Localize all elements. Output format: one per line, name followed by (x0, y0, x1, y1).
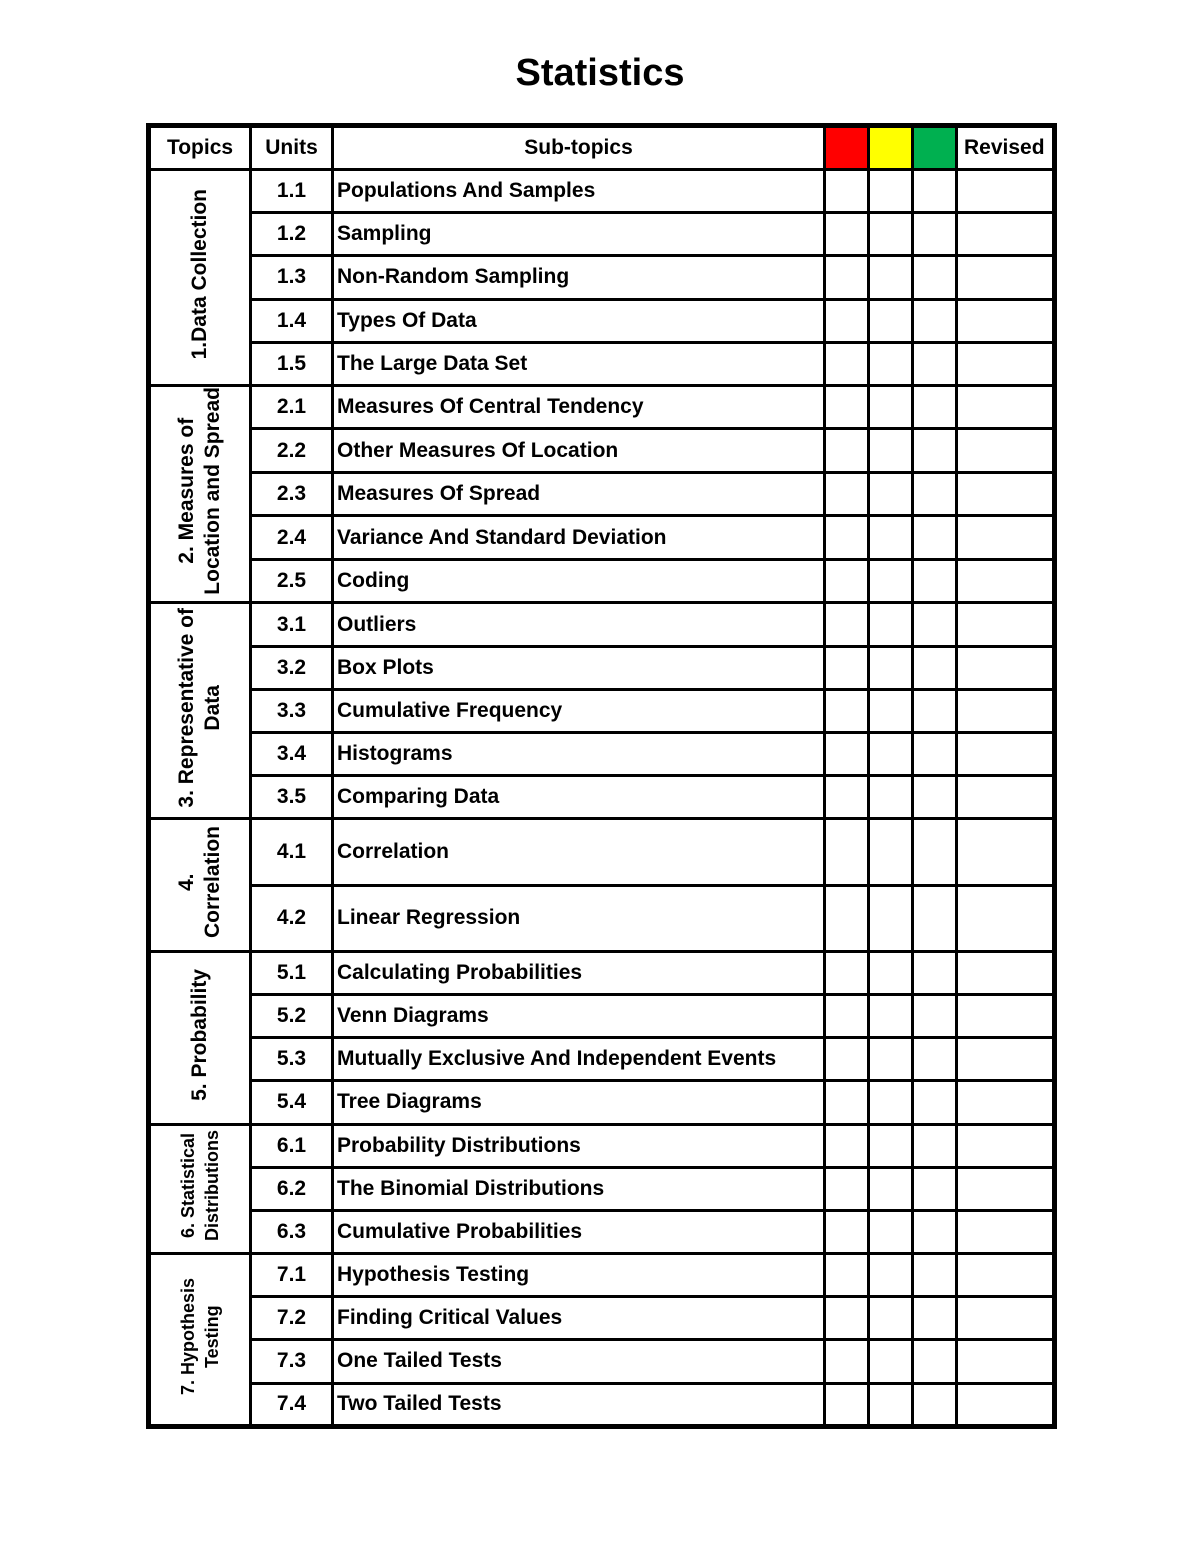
amber-checkbox[interactable] (869, 1297, 913, 1340)
table-row (149, 1038, 1055, 1081)
red-checkbox[interactable] (825, 1383, 869, 1426)
table-row (149, 1383, 1055, 1426)
amber-checkbox[interactable] (869, 732, 913, 775)
subtopic-name: The Binomial Distributions (333, 1167, 825, 1210)
unit-number: 2.1 (251, 385, 333, 429)
table-row (149, 170, 1055, 213)
red-checkbox[interactable] (825, 1167, 869, 1210)
red-checkbox[interactable] (825, 689, 869, 732)
unit-number: 1.4 (251, 299, 333, 342)
table-row (149, 299, 1055, 342)
revised-header: Revised (957, 126, 1055, 170)
unit-number: 6.1 (251, 1124, 333, 1167)
revised-checkbox[interactable] (957, 951, 1055, 994)
table-row (149, 385, 1055, 429)
unit-number: 3.3 (251, 689, 333, 732)
revised-checkbox[interactable] (957, 256, 1055, 299)
amber-checkbox[interactable] (869, 1383, 913, 1426)
amber-checkbox[interactable] (869, 885, 913, 951)
unit-number: 7.4 (251, 1383, 333, 1426)
amber-checkbox[interactable] (869, 213, 913, 256)
amber-checkbox[interactable] (869, 342, 913, 385)
table-row (149, 732, 1055, 775)
revised-checkbox[interactable] (957, 1210, 1055, 1253)
amber-checkbox[interactable] (869, 646, 913, 689)
unit-number: 7.3 (251, 1340, 333, 1383)
revised-checkbox[interactable] (957, 559, 1055, 603)
subtopic-name: Linear Regression (333, 885, 825, 951)
table-row (149, 819, 1055, 885)
subtopic-name: Box Plots (333, 646, 825, 689)
subtopics-header: Sub-topics (333, 126, 825, 170)
table-row (149, 994, 1055, 1037)
green-checkbox[interactable] (913, 472, 957, 516)
amber-checkbox[interactable] (869, 951, 913, 994)
green-checkbox[interactable] (913, 689, 957, 732)
red-checkbox[interactable] (825, 603, 869, 646)
subtopic-name: Mutually Exclusive And Independent Events (333, 1038, 825, 1081)
unit-number: 5.4 (251, 1081, 333, 1124)
topic-cell (149, 385, 251, 603)
subtopic-name: Types Of Data (333, 299, 825, 342)
table-row (149, 256, 1055, 299)
topic-cell (149, 819, 251, 952)
subtopic-name: Cumulative Frequency (333, 689, 825, 732)
subtopic-name: Sampling (333, 213, 825, 256)
topic-cell (149, 951, 251, 1124)
revised-checkbox[interactable] (957, 1340, 1055, 1383)
subtopic-name: Variance And Standard Deviation (333, 516, 825, 560)
green-checkbox[interactable] (913, 603, 957, 646)
amber-checkbox[interactable] (869, 559, 913, 603)
amber-swatch (869, 126, 913, 170)
green-checkbox[interactable] (913, 951, 957, 994)
red-checkbox[interactable] (825, 385, 869, 429)
table-row (149, 1340, 1055, 1383)
topic-label: 5. Probability (188, 968, 211, 1101)
topic-label: 2. Measures of Location and Spread (175, 387, 224, 595)
table-row (149, 646, 1055, 689)
subtopic-name: One Tailed Tests (333, 1340, 825, 1383)
green-checkbox[interactable] (913, 732, 957, 775)
red-checkbox[interactable] (825, 646, 869, 689)
revised-checkbox[interactable] (957, 776, 1055, 819)
unit-number: 3.1 (251, 603, 333, 646)
topic-label: 6. Statistical Distributions (178, 1130, 222, 1242)
unit-number: 5.1 (251, 951, 333, 994)
topic-label: 3. Representative of Data (175, 608, 224, 808)
table-row (149, 1297, 1055, 1340)
green-checkbox[interactable] (913, 819, 957, 885)
revised-checkbox[interactable] (957, 689, 1055, 732)
page-title: Statistics (515, 52, 685, 94)
table-row (149, 776, 1055, 819)
subtopic-name: Venn Diagrams (333, 994, 825, 1037)
table-row (149, 472, 1055, 516)
green-checkbox[interactable] (913, 1081, 957, 1124)
unit-number: 4.1 (251, 819, 333, 885)
amber-checkbox[interactable] (869, 429, 913, 473)
subtopic-name: Histograms (333, 732, 825, 775)
topic-cell (149, 603, 251, 819)
unit-number: 2.2 (251, 429, 333, 473)
red-checkbox[interactable] (825, 819, 869, 885)
red-checkbox[interactable] (825, 776, 869, 819)
header-row (149, 126, 1055, 170)
subtopic-name: Finding Critical Values (333, 1297, 825, 1340)
red-checkbox[interactable] (825, 1254, 869, 1297)
unit-number: 2.5 (251, 559, 333, 603)
topic-cell (149, 1254, 251, 1427)
red-checkbox[interactable] (825, 885, 869, 951)
green-checkbox[interactable] (913, 1340, 957, 1383)
amber-checkbox[interactable] (869, 170, 913, 213)
red-checkbox[interactable] (825, 1297, 869, 1340)
subtopic-name: Tree Diagrams (333, 1081, 825, 1124)
green-checkbox[interactable] (913, 1124, 957, 1167)
revised-checkbox[interactable] (957, 213, 1055, 256)
green-checkbox[interactable] (913, 646, 957, 689)
revised-checkbox[interactable] (957, 819, 1055, 885)
amber-checkbox[interactable] (869, 994, 913, 1037)
amber-checkbox[interactable] (869, 1210, 913, 1253)
table-row (149, 689, 1055, 732)
revised-checkbox[interactable] (957, 1383, 1055, 1426)
subtopic-name: Populations And Samples (333, 170, 825, 213)
subtopic-name: Coding (333, 559, 825, 603)
amber-checkbox[interactable] (869, 1340, 913, 1383)
unit-number: 3.5 (251, 776, 333, 819)
red-checkbox[interactable] (825, 170, 869, 213)
red-checkbox[interactable] (825, 299, 869, 342)
green-checkbox[interactable] (913, 213, 957, 256)
amber-checkbox[interactable] (869, 472, 913, 516)
unit-number: 4.2 (251, 885, 333, 951)
green-checkbox[interactable] (913, 1254, 957, 1297)
amber-checkbox[interactable] (869, 603, 913, 646)
revised-checkbox[interactable] (957, 1167, 1055, 1210)
amber-checkbox[interactable] (869, 776, 913, 819)
subtopic-name: Other Measures Of Location (333, 429, 825, 473)
topic-label: 4. Correlation (175, 826, 224, 939)
amber-checkbox[interactable] (869, 819, 913, 885)
revised-checkbox[interactable] (957, 994, 1055, 1037)
topics-header: Topics (149, 126, 251, 170)
revised-checkbox[interactable] (957, 732, 1055, 775)
green-checkbox[interactable] (913, 299, 957, 342)
subtopic-name: Correlation (333, 819, 825, 885)
amber-checkbox[interactable] (869, 1254, 913, 1297)
revised-checkbox[interactable] (957, 885, 1055, 951)
amber-checkbox[interactable] (869, 1167, 913, 1210)
amber-checkbox[interactable] (869, 256, 913, 299)
red-checkbox[interactable] (825, 732, 869, 775)
unit-number: 3.2 (251, 646, 333, 689)
table-row (149, 213, 1055, 256)
revised-checkbox[interactable] (957, 1254, 1055, 1297)
topic-label: 7. Hypothesis Testing (178, 1277, 222, 1396)
revised-checkbox[interactable] (957, 342, 1055, 385)
revised-checkbox[interactable] (957, 385, 1055, 429)
unit-number: 5.2 (251, 994, 333, 1037)
revised-checkbox[interactable] (957, 299, 1055, 342)
subtopic-name: Non-Random Sampling (333, 256, 825, 299)
red-checkbox[interactable] (825, 951, 869, 994)
table-row (149, 951, 1055, 994)
revised-checkbox[interactable] (957, 472, 1055, 516)
table-row (149, 559, 1055, 603)
subtopic-name: Two Tailed Tests (333, 1383, 825, 1426)
topic-cell (149, 1124, 251, 1254)
unit-number: 1.5 (251, 342, 333, 385)
revised-checkbox[interactable] (957, 429, 1055, 473)
green-checkbox[interactable] (913, 1210, 957, 1253)
unit-number: 6.2 (251, 1167, 333, 1210)
green-checkbox[interactable] (913, 776, 957, 819)
topic-cell (149, 170, 251, 386)
subtopic-name: Probability Distributions (333, 1124, 825, 1167)
red-checkbox[interactable] (825, 1081, 869, 1124)
table-row (149, 516, 1055, 560)
subtopic-name: Cumulative Probabilities (333, 1210, 825, 1253)
red-checkbox[interactable] (825, 256, 869, 299)
green-swatch (913, 126, 957, 170)
amber-checkbox[interactable] (869, 1081, 913, 1124)
revised-checkbox[interactable] (957, 1081, 1055, 1124)
red-checkbox[interactable] (825, 1038, 869, 1081)
unit-number: 3.4 (251, 732, 333, 775)
revised-checkbox[interactable] (957, 516, 1055, 560)
subtopic-name: Measures Of Spread (333, 472, 825, 516)
table-row (149, 429, 1055, 473)
green-checkbox[interactable] (913, 1038, 957, 1081)
red-checkbox[interactable] (825, 559, 869, 603)
amber-checkbox[interactable] (869, 385, 913, 429)
table-row (149, 1167, 1055, 1210)
green-checkbox[interactable] (913, 1167, 957, 1210)
unit-number: 2.3 (251, 472, 333, 516)
table-row (149, 1210, 1055, 1253)
subtopic-name: Hypothesis Testing (333, 1254, 825, 1297)
green-checkbox[interactable] (913, 994, 957, 1037)
red-checkbox[interactable] (825, 342, 869, 385)
revised-checkbox[interactable] (957, 170, 1055, 213)
red-checkbox[interactable] (825, 994, 869, 1037)
subtopic-name: Comparing Data (333, 776, 825, 819)
revised-checkbox[interactable] (957, 1124, 1055, 1167)
red-checkbox[interactable] (825, 472, 869, 516)
green-checkbox[interactable] (913, 1383, 957, 1426)
table-row (149, 603, 1055, 646)
unit-number: 2.4 (251, 516, 333, 560)
unit-number: 5.3 (251, 1038, 333, 1081)
topic-label: 1.Data Collection (188, 189, 211, 360)
green-checkbox[interactable] (913, 170, 957, 213)
amber-checkbox[interactable] (869, 689, 913, 732)
red-checkbox[interactable] (825, 1210, 869, 1253)
subtopic-name: Calculating Probabilities (333, 951, 825, 994)
subtopic-name: The Large Data Set (333, 342, 825, 385)
amber-checkbox[interactable] (869, 1038, 913, 1081)
green-checkbox[interactable] (913, 516, 957, 560)
revision-tracker-table (146, 123, 1057, 1429)
green-checkbox[interactable] (913, 1297, 957, 1340)
red-checkbox[interactable] (825, 516, 869, 560)
green-checkbox[interactable] (913, 385, 957, 429)
red-checkbox[interactable] (825, 429, 869, 473)
red-swatch (825, 126, 869, 170)
revised-checkbox[interactable] (957, 646, 1055, 689)
red-checkbox[interactable] (825, 213, 869, 256)
green-checkbox[interactable] (913, 256, 957, 299)
revised-checkbox[interactable] (957, 1297, 1055, 1340)
unit-number: 1.3 (251, 256, 333, 299)
table-row (149, 1081, 1055, 1124)
subtopic-name: Measures Of Central Tendency (333, 385, 825, 429)
subtopic-name: Outliers (333, 603, 825, 646)
table-row (149, 1124, 1055, 1167)
green-checkbox[interactable] (913, 559, 957, 603)
unit-number: 1.1 (251, 170, 333, 213)
unit-number: 7.1 (251, 1254, 333, 1297)
red-checkbox[interactable] (825, 1340, 869, 1383)
amber-checkbox[interactable] (869, 299, 913, 342)
table-row (149, 1254, 1055, 1297)
unit-number: 6.3 (251, 1210, 333, 1253)
revised-checkbox[interactable] (957, 603, 1055, 646)
revised-checkbox[interactable] (957, 1038, 1055, 1081)
units-header: Units (251, 126, 333, 170)
amber-checkbox[interactable] (869, 516, 913, 560)
green-checkbox[interactable] (913, 342, 957, 385)
table-row (149, 885, 1055, 951)
unit-number: 7.2 (251, 1297, 333, 1340)
green-checkbox[interactable] (913, 429, 957, 473)
table-row (149, 342, 1055, 385)
red-checkbox[interactable] (825, 1124, 869, 1167)
unit-number: 1.2 (251, 213, 333, 256)
amber-checkbox[interactable] (869, 1124, 913, 1167)
green-checkbox[interactable] (913, 885, 957, 951)
